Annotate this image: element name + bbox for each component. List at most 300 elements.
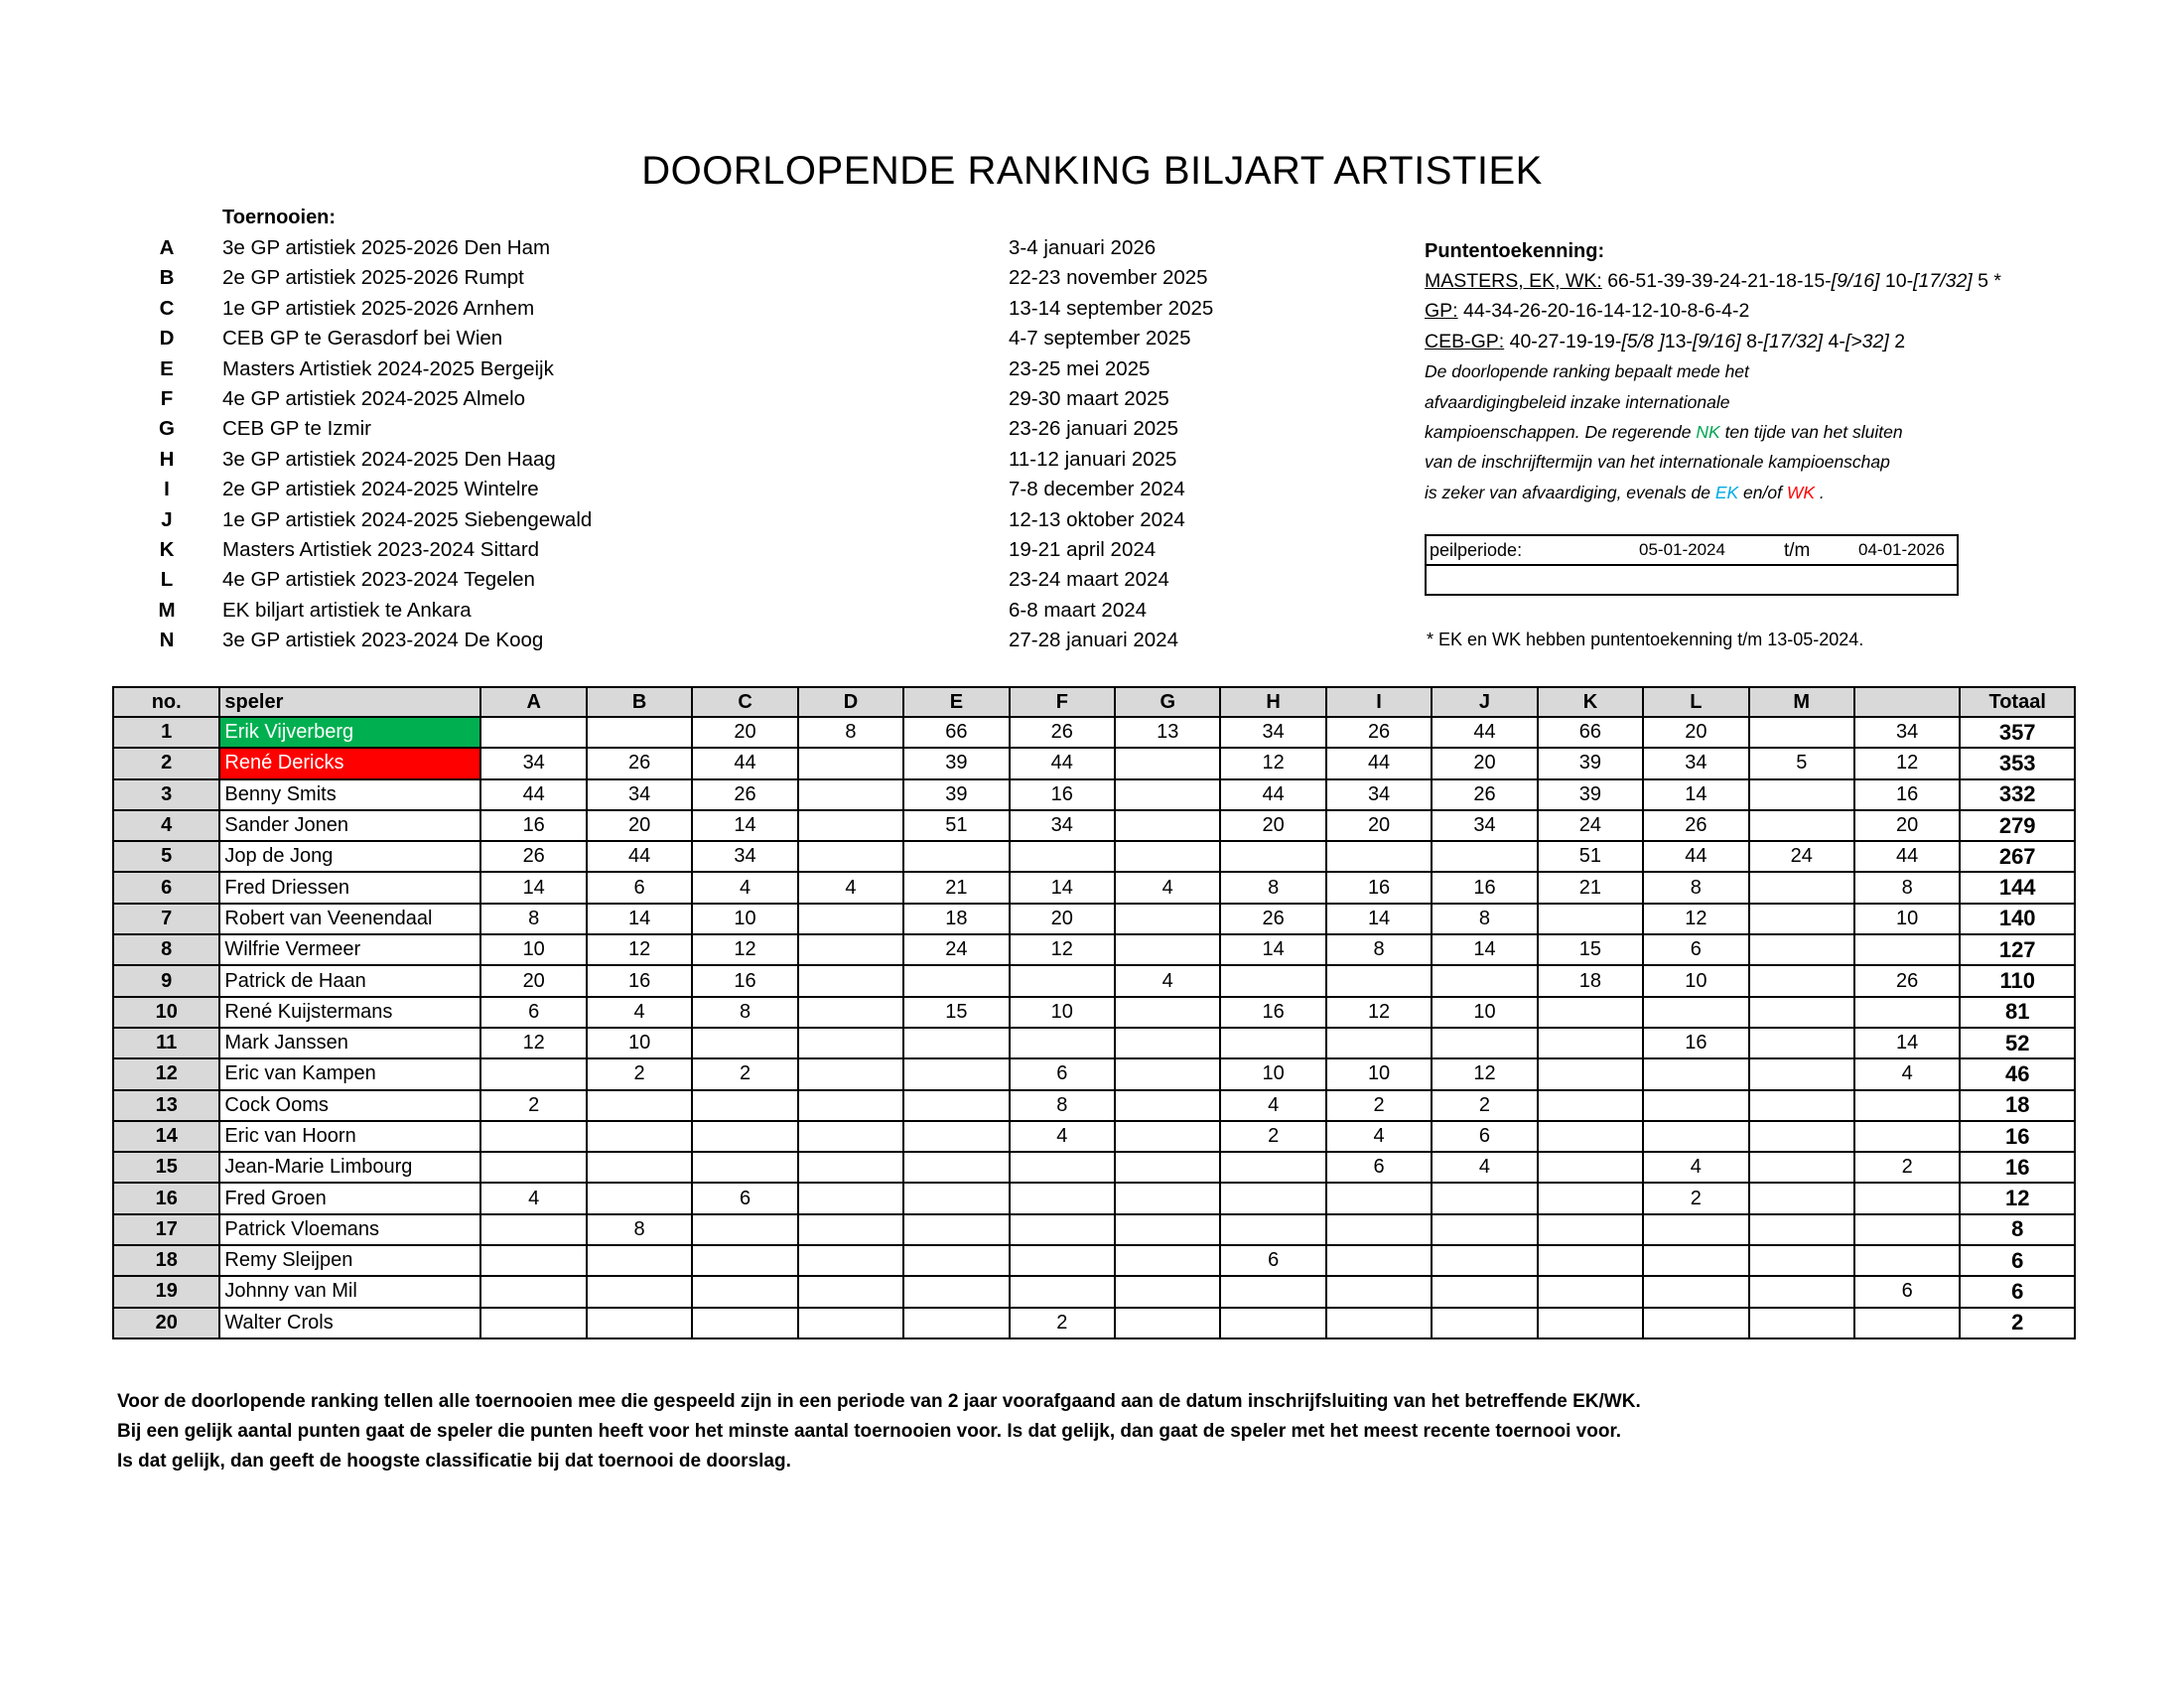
tournament-date: 11-12 januari 2025 (1009, 447, 1177, 471)
ek-label: EK (1714, 482, 1739, 502)
score-cell: 4 (1220, 1090, 1325, 1121)
score-cell: 12 (587, 934, 692, 965)
total-cell: 2 (1960, 1308, 2075, 1338)
score-cell: 2 (692, 1058, 797, 1089)
rank-number: 1 (113, 717, 219, 748)
score-cell (798, 904, 903, 934)
tournament-row (149, 508, 1241, 538)
score-cell: 6 (1643, 934, 1748, 965)
player-name: Erik Vijverberg (219, 717, 480, 748)
player-name: Remy Sleijpen (219, 1245, 480, 1276)
score-cell (1749, 717, 1854, 748)
score-cell: 10 (1220, 1058, 1325, 1089)
score-cell: 21 (903, 872, 1009, 903)
score-cell: 34 (1220, 717, 1325, 748)
score-cell: 12 (1220, 748, 1325, 778)
tournament-row (149, 297, 1241, 327)
score-cell (1220, 1308, 1325, 1338)
points-note-3 (1425, 417, 2159, 447)
score-cell: 4 (1115, 965, 1220, 996)
column-header: no. (113, 687, 219, 717)
page-title: DOORLOPENDE RANKING BILJART ARTISTIEK (641, 149, 1543, 193)
score-cell: 34 (1010, 810, 1115, 841)
score-cell: 16 (587, 965, 692, 996)
score-cell (587, 1152, 692, 1183)
score-cell: 10 (587, 1028, 692, 1058)
masters-values-c: 10- (1879, 270, 1914, 292)
total-cell: 140 (1960, 904, 2075, 934)
tournament-row (149, 357, 1241, 387)
score-cell (1326, 1245, 1432, 1276)
score-cell: 24 (1749, 841, 1854, 872)
score-cell (1326, 1183, 1432, 1213)
tournaments-header: Toernooien: (222, 207, 337, 228)
score-cell (1538, 1090, 1643, 1121)
tournament-name: EK biljart artistiek te Ankara (222, 598, 472, 622)
column-header: E (903, 687, 1009, 717)
tournament-code: C (159, 296, 175, 320)
score-cell (903, 1058, 1009, 1089)
score-cell (903, 841, 1009, 872)
score-cell: 26 (480, 841, 586, 872)
score-cell: 44 (480, 779, 586, 810)
score-cell (1115, 1245, 1220, 1276)
gp-label: GP: (1425, 300, 1458, 323)
column-header: L (1643, 687, 1748, 717)
score-cell (1432, 1214, 1537, 1245)
score-cell (692, 1121, 797, 1152)
tournament-row (149, 266, 1241, 296)
score-cell (903, 1308, 1009, 1338)
score-cell: 8 (798, 717, 903, 748)
score-cell (1854, 1245, 1960, 1276)
score-cell (1115, 1090, 1220, 1121)
score-cell: 10 (1432, 997, 1537, 1028)
score-cell (798, 1058, 903, 1089)
score-cell (1749, 1152, 1854, 1183)
score-cell: 4 (587, 997, 692, 1028)
total-cell: 46 (1960, 1058, 2075, 1089)
score-cell (1643, 1090, 1748, 1121)
score-cell (798, 1121, 903, 1152)
rank-number: 15 (113, 1152, 219, 1183)
table-row (113, 965, 2075, 996)
score-cell (1220, 1152, 1325, 1183)
column-header (1854, 687, 1960, 717)
score-cell (587, 1276, 692, 1307)
score-cell (1749, 934, 1854, 965)
column-header: H (1220, 687, 1325, 717)
table-row (113, 841, 2075, 872)
score-cell (798, 810, 903, 841)
score-cell (1643, 1214, 1748, 1245)
score-cell: 20 (480, 965, 586, 996)
score-cell (903, 1028, 1009, 1058)
score-cell (903, 1090, 1009, 1121)
masters-values-b: [9/16] (1831, 270, 1880, 292)
tournament-date: 29-30 maart 2025 (1009, 386, 1169, 410)
score-cell (1854, 1090, 1960, 1121)
tournament-name: 2e GP artistiek 2024-2025 Wintelre (222, 478, 539, 501)
score-cell (1010, 841, 1115, 872)
ceb-values-a: 40-27-19-19- (1504, 330, 1622, 352)
score-cell: 8 (1643, 872, 1748, 903)
score-cell: 44 (1220, 779, 1325, 810)
score-cell (1326, 1214, 1432, 1245)
peilperiode-sep: t/m (1784, 540, 1811, 561)
player-name: Sander Jonen (219, 810, 480, 841)
points-note-5 (1425, 478, 2159, 507)
tournament-date: 23-25 mei 2025 (1009, 356, 1151, 380)
score-cell (1010, 1245, 1115, 1276)
tournament-row (149, 417, 1241, 447)
score-cell (1538, 1245, 1643, 1276)
tournament-row (149, 448, 1241, 478)
score-cell (1749, 1090, 1854, 1121)
rank-number: 20 (113, 1308, 219, 1338)
score-cell (587, 1121, 692, 1152)
score-cell (903, 1183, 1009, 1213)
ceb-values-f: [17/32] (1763, 330, 1824, 352)
score-cell (480, 717, 586, 748)
score-cell: 26 (1854, 965, 1960, 996)
score-cell (1115, 1183, 1220, 1213)
score-cell: 16 (1643, 1028, 1748, 1058)
tournament-date: 23-24 maart 2024 (1009, 568, 1169, 592)
tournament-code: G (159, 417, 175, 441)
score-cell (1432, 1308, 1537, 1338)
total-cell: 81 (1960, 997, 2075, 1028)
score-cell: 39 (1538, 779, 1643, 810)
score-cell: 14 (1432, 934, 1537, 965)
score-cell: 10 (692, 904, 797, 934)
score-cell (1326, 841, 1432, 872)
tournament-date: 19-21 april 2024 (1009, 537, 1157, 561)
total-cell: 267 (1960, 841, 2075, 872)
score-cell: 10 (480, 934, 586, 965)
score-cell: 16 (1432, 872, 1537, 903)
score-cell: 12 (1854, 748, 1960, 778)
peilperiode-box (1425, 534, 1959, 596)
score-cell (903, 1245, 1009, 1276)
rank-number: 4 (113, 810, 219, 841)
score-cell (1432, 965, 1537, 996)
score-cell (1538, 1183, 1643, 1213)
score-cell (1010, 1152, 1115, 1183)
rank-number: 19 (113, 1276, 219, 1307)
rank-number: 6 (113, 872, 219, 903)
score-cell: 44 (1432, 717, 1537, 748)
score-cell: 18 (1538, 965, 1643, 996)
score-cell (1749, 997, 1854, 1028)
score-cell (903, 1276, 1009, 1307)
ek-wk-footnote: * EK en WK hebben puntentoekenning t/m 13-05-2024. (1427, 630, 1864, 649)
score-cell (1749, 779, 1854, 810)
score-cell: 20 (1220, 810, 1325, 841)
score-cell: 15 (1538, 934, 1643, 965)
ceb-values-g: 4- (1823, 330, 1845, 352)
score-cell (1432, 1245, 1537, 1276)
column-header: A (480, 687, 586, 717)
score-cell (1432, 1028, 1537, 1058)
tournament-date: 4-7 september 2025 (1009, 327, 1191, 351)
tournament-row (149, 478, 1241, 507)
tournament-code: A (159, 236, 175, 259)
score-cell (1749, 1276, 1854, 1307)
score-cell (1010, 1183, 1115, 1213)
score-cell: 4 (1010, 1121, 1115, 1152)
total-cell: 6 (1960, 1276, 2075, 1307)
score-cell: 6 (480, 997, 586, 1028)
score-cell (903, 965, 1009, 996)
tournament-row (149, 568, 1241, 598)
tournament-date: 23-26 januari 2025 (1009, 417, 1178, 441)
ranking-rules (117, 1387, 1641, 1477)
score-cell (1115, 1152, 1220, 1183)
score-cell: 10 (1326, 1058, 1432, 1089)
points-gp-line (1425, 296, 2159, 326)
tournament-name: CEB GP te Gerasdorf bei Wien (222, 327, 503, 351)
score-cell (1749, 1121, 1854, 1152)
score-cell: 39 (903, 779, 1009, 810)
score-cell: 26 (1326, 717, 1432, 748)
tournament-date: 13-14 september 2025 (1009, 296, 1214, 320)
score-cell (1749, 1058, 1854, 1089)
score-cell: 4 (1643, 1152, 1748, 1183)
score-cell: 5 (1749, 748, 1854, 778)
score-cell (1115, 997, 1220, 1028)
score-cell (798, 1308, 903, 1338)
score-cell (1749, 904, 1854, 934)
points-allocation (1425, 236, 2159, 507)
peilperiode-to: 04-01-2026 (1858, 540, 1945, 559)
score-cell (1538, 1308, 1643, 1338)
score-cell (480, 1308, 586, 1338)
peilperiode-row (1427, 536, 1957, 566)
score-cell: 20 (1643, 717, 1748, 748)
tournament-date: 3-4 januari 2026 (1009, 236, 1157, 259)
score-cell: 4 (1854, 1058, 1960, 1089)
score-cell: 66 (903, 717, 1009, 748)
score-cell (1538, 1028, 1643, 1058)
rule-3: Is dat gelijk, dan geeft de hoogste classificatie bij dat toernooi de doorslag. (117, 1451, 791, 1472)
score-cell: 44 (1854, 841, 1960, 872)
score-cell: 16 (1010, 779, 1115, 810)
rank-number: 7 (113, 904, 219, 934)
score-cell: 12 (1010, 934, 1115, 965)
score-cell: 14 (692, 810, 797, 841)
score-cell (1220, 1028, 1325, 1058)
rule-1: Voor de doorlopende ranking tellen alle toernooien mee die gespeeld zijn in een periode van 2 jaar voorafgaand aan de datum inschrijfsluiting van het betreffende EK/WK. (117, 1391, 1641, 1412)
score-cell (1326, 1276, 1432, 1307)
score-cell: 12 (692, 934, 797, 965)
total-cell: 16 (1960, 1121, 2075, 1152)
score-cell (1643, 1308, 1748, 1338)
player-name: Cock Ooms (219, 1090, 480, 1121)
total-cell: 353 (1960, 748, 2075, 778)
points-note-2: afvaardigingbeleid inzake internationale (1425, 391, 1730, 412)
tournament-name: Masters Artistiek 2023-2024 Sittard (222, 537, 540, 561)
score-cell (1010, 965, 1115, 996)
score-cell: 20 (1010, 904, 1115, 934)
score-cell (1749, 1245, 1854, 1276)
note-3-c: ten tijde van het sluiten (1719, 421, 1903, 442)
score-cell: 34 (587, 779, 692, 810)
rank-number: 17 (113, 1214, 219, 1245)
total-cell: 144 (1960, 872, 2075, 903)
ceb-label: CEB-GP: (1425, 330, 1505, 352)
score-cell (798, 748, 903, 778)
score-cell (1538, 904, 1643, 934)
score-cell (1538, 997, 1643, 1028)
tournament-code: H (159, 447, 175, 471)
column-header: C (692, 687, 797, 717)
score-cell: 6 (1432, 1121, 1537, 1152)
tournament-name: 2e GP artistiek 2025-2026 Rumpt (222, 266, 524, 290)
score-cell (1643, 997, 1748, 1028)
points-note-4: van de inschrijftermijn van het internationale kampioenschap (1425, 452, 1890, 473)
score-cell: 6 (587, 872, 692, 903)
score-cell: 44 (692, 748, 797, 778)
score-cell: 6 (1854, 1276, 1960, 1307)
score-cell (798, 1214, 903, 1245)
score-cell (798, 779, 903, 810)
score-cell (1220, 841, 1325, 872)
total-cell: 127 (1960, 934, 2075, 965)
score-cell (1643, 1058, 1748, 1089)
rank-number: 10 (113, 997, 219, 1028)
total-cell: 8 (1960, 1214, 2075, 1245)
score-cell: 2 (480, 1090, 586, 1121)
score-cell (798, 1276, 903, 1307)
player-name: Mark Janssen (219, 1028, 480, 1058)
tournament-row (149, 599, 1241, 629)
score-cell: 24 (1538, 810, 1643, 841)
score-cell (1115, 748, 1220, 778)
table-row (113, 810, 2075, 841)
ceb-values-e: 8- (1740, 330, 1764, 352)
score-cell (1749, 1308, 1854, 1338)
score-cell: 20 (692, 717, 797, 748)
score-cell (1115, 1028, 1220, 1058)
score-cell (1220, 1183, 1325, 1213)
ceb-values-d: [9/16] (1692, 330, 1741, 352)
score-cell (1432, 1183, 1537, 1213)
score-cell: 2 (1326, 1090, 1432, 1121)
score-cell: 10 (1010, 997, 1115, 1028)
column-header: G (1115, 687, 1220, 717)
tournament-row (149, 629, 1241, 658)
player-name: Jean-Marie Limbourg (219, 1152, 480, 1183)
score-cell: 34 (1854, 717, 1960, 748)
score-cell: 24 (903, 934, 1009, 965)
masters-label: MASTERS, EK, WK: (1425, 270, 1602, 292)
score-cell: 8 (480, 904, 586, 934)
score-cell: 21 (1538, 872, 1643, 903)
score-cell (1010, 1276, 1115, 1307)
column-header: D (798, 687, 903, 717)
table-row (113, 1276, 2075, 1307)
score-cell: 34 (1432, 810, 1537, 841)
score-cell: 4 (1432, 1152, 1537, 1183)
score-cell: 6 (1010, 1058, 1115, 1089)
score-cell (587, 1308, 692, 1338)
score-cell (480, 1152, 586, 1183)
score-cell: 26 (587, 748, 692, 778)
player-name: Robert van Veenendaal (219, 904, 480, 934)
score-cell: 44 (587, 841, 692, 872)
ceb-values-i: 2 (1888, 330, 1906, 352)
score-cell: 13 (1115, 717, 1220, 748)
score-cell (798, 1183, 903, 1213)
points-header: Puntentoekenning: (1425, 240, 1605, 262)
score-cell: 4 (798, 872, 903, 903)
table-row (113, 904, 2075, 934)
column-header: I (1326, 687, 1432, 717)
score-cell: 2 (1220, 1121, 1325, 1152)
score-cell (798, 1245, 903, 1276)
score-cell: 12 (480, 1028, 586, 1058)
rank-number: 12 (113, 1058, 219, 1089)
column-header: J (1432, 687, 1537, 717)
tournament-list (149, 236, 1241, 658)
score-cell (1115, 810, 1220, 841)
score-cell (1749, 872, 1854, 903)
score-cell: 14 (1010, 872, 1115, 903)
score-cell (1115, 1276, 1220, 1307)
player-name: Benny Smits (219, 779, 480, 810)
rank-number: 8 (113, 934, 219, 965)
ceb-values-h: [>32] (1844, 330, 1889, 352)
score-cell: 26 (692, 779, 797, 810)
score-cell: 2 (1854, 1152, 1960, 1183)
score-cell (1749, 1183, 1854, 1213)
table-row (113, 1183, 2075, 1213)
column-header: M (1749, 687, 1854, 717)
tournament-code: I (164, 478, 170, 501)
column-header: Totaal (1960, 687, 2075, 717)
tournament-date: 12-13 oktober 2024 (1009, 507, 1185, 531)
total-cell: 16 (1960, 1152, 2075, 1183)
total-cell: 110 (1960, 965, 2075, 996)
score-cell (480, 1121, 586, 1152)
tournament-date: 27-28 januari 2024 (1009, 629, 1178, 652)
score-cell (798, 965, 903, 996)
player-name: Eric van Kampen (219, 1058, 480, 1089)
score-cell (1115, 779, 1220, 810)
score-cell (480, 1058, 586, 1089)
total-cell: 279 (1960, 810, 2075, 841)
tournament-date: 7-8 december 2024 (1009, 478, 1185, 501)
gp-values: 44-34-26-20-16-14-12-10-8-6-4-2 (1457, 300, 1750, 323)
score-cell: 26 (1432, 779, 1537, 810)
table-row (113, 748, 2075, 778)
note-5-c: en/of (1738, 482, 1787, 502)
score-cell: 2 (1432, 1090, 1537, 1121)
note-5-e: . (1815, 482, 1825, 502)
score-cell: 34 (1326, 779, 1432, 810)
score-cell (1326, 1028, 1432, 1058)
rank-number: 14 (113, 1121, 219, 1152)
score-cell (480, 1276, 586, 1307)
score-cell: 20 (1854, 810, 1960, 841)
tournament-name: Masters Artistiek 2024-2025 Bergeijk (222, 356, 554, 380)
score-cell: 44 (1643, 841, 1748, 872)
score-cell (1854, 934, 1960, 965)
score-cell: 8 (1326, 934, 1432, 965)
score-cell (1538, 1214, 1643, 1245)
table-header-row (113, 687, 2075, 717)
